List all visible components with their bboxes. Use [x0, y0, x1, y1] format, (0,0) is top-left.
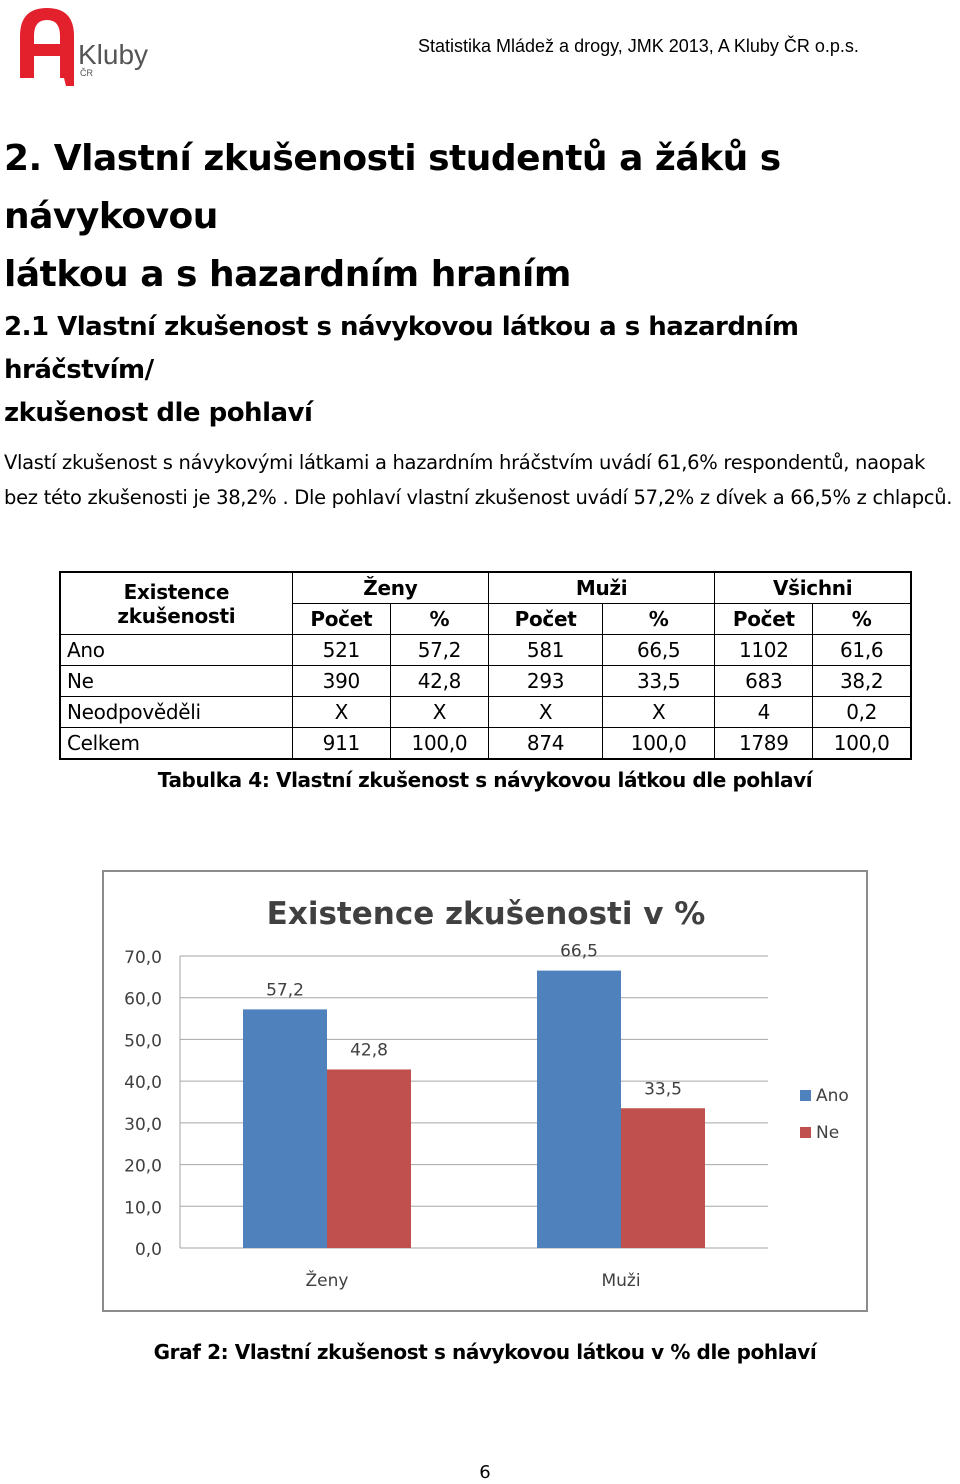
table-group-header: Ženy: [292, 572, 488, 604]
chapter-heading-line1: 2. Vlastní zkušenosti studentů a žáků s návykovou: [4, 138, 781, 237]
y-tick-label: 60,0: [124, 989, 162, 1010]
legend-label: Ano: [816, 1086, 849, 1106]
data-table: [59, 571, 912, 760]
bar-ano-0: [243, 1009, 327, 1248]
legend-swatch-ne: [800, 1127, 811, 1138]
chart-title: Existence zkušenosti v %: [266, 896, 706, 932]
bar-data-label: 42,8: [350, 1040, 388, 1061]
table-cell: 4: [715, 697, 813, 728]
table-subheader: Počet: [715, 604, 813, 635]
table-row-label: Ano: [60, 635, 292, 666]
table-row-label: Ne: [60, 666, 292, 697]
table-cell: 38,2: [813, 666, 911, 697]
table-group-header: Muži: [488, 572, 714, 604]
table-cell: X: [390, 697, 488, 728]
table-cell: 61,6: [813, 635, 911, 666]
table-caption: Tabulka 4: Vlastní zkušenost s návykovou látkou dle pohlaví: [157, 768, 813, 792]
table-cell: 66,5: [603, 635, 715, 666]
table-cell: 521: [292, 635, 390, 666]
legend-label: Ne: [816, 1123, 840, 1143]
table-cell: 581: [488, 635, 602, 666]
table-row: [60, 697, 911, 728]
table-row-label: Neodpověděli: [60, 697, 292, 728]
y-tick-label: 30,0: [124, 1114, 162, 1135]
table-row: [60, 635, 911, 666]
x-tick-label: Muži: [601, 1271, 641, 1291]
table-row: [60, 728, 911, 760]
chapter-heading: [4, 130, 944, 304]
table-subheader: %: [813, 604, 911, 635]
bar-chart: [102, 870, 868, 1312]
body-paragraph: Vlastí zkušenost s návykovými látkami a hazardním hráčstvím uvádí 61,6% respondentů, naopak bez této zkušenosti je 38,2% . Dle pohlaví vlastní zkušenost uvádí 57,2% z dívek a 66,5% z chlapců.: [4, 451, 953, 509]
header-title: Statistika Mládež a drogy, JMK 2013, A Kluby ČR o.p.s.: [418, 36, 859, 56]
bar-data-label: 57,2: [266, 980, 304, 1001]
y-tick-label: 50,0: [124, 1031, 162, 1052]
table-cell: 390: [292, 666, 390, 697]
table-corner-header: Existence zkušenosti: [60, 572, 292, 635]
chapter-heading-line2: látkou a s hazardním hraním: [4, 254, 571, 295]
table-subheader: %: [603, 604, 715, 635]
table-subheader: Počet: [292, 604, 390, 635]
y-tick-label: 20,0: [124, 1156, 162, 1177]
logo: [16, 6, 166, 88]
table-row-label: Celkem: [60, 728, 292, 760]
logo-graphic: [16, 6, 166, 88]
section-heading: [4, 306, 944, 435]
table-cell: 683: [715, 666, 813, 697]
table-cell: 0,2: [813, 697, 911, 728]
table-cell: 1789: [715, 728, 813, 760]
chart-canvas: [104, 872, 866, 1310]
table-cell: 100,0: [390, 728, 488, 760]
table-cell: 42,8: [390, 666, 488, 697]
y-tick-label: 10,0: [124, 1198, 162, 1219]
legend-swatch-ano: [800, 1090, 811, 1101]
table-subheader: Počet: [488, 604, 602, 635]
y-tick-label: 40,0: [124, 1073, 162, 1094]
bar-ne-1: [621, 1108, 705, 1248]
bar-data-label: 33,5: [644, 1079, 682, 1100]
table-cell: 100,0: [813, 728, 911, 760]
table-cell: 33,5: [603, 666, 715, 697]
chart-caption: Graf 2: Vlastní zkušenost s návykovou látkou v % dle pohlaví: [153, 1340, 817, 1364]
bar-ne-0: [327, 1069, 411, 1248]
page-number: 6: [479, 1462, 491, 1483]
table-group-header: Všichni: [715, 572, 911, 604]
logo-text: Kluby: [78, 39, 149, 70]
table-cell: 293: [488, 666, 602, 697]
table-row: [60, 666, 911, 697]
y-tick-label: 0,0: [134, 1240, 162, 1260]
table-cell: X: [603, 697, 715, 728]
table-header-row: [60, 572, 911, 604]
table-cell: 57,2: [390, 635, 488, 666]
x-tick-label: Ženy: [305, 1271, 349, 1291]
table-cell: 874: [488, 728, 602, 760]
section-heading-line1: 2.1 Vlastní zkušenost s návykovou látkou a s hazardním hráčstvím/: [4, 312, 799, 385]
y-tick-label: 70,0: [124, 948, 162, 968]
logo-subtext: ČR: [80, 68, 93, 78]
table-subheader: %: [390, 604, 488, 635]
table-cell: X: [488, 697, 602, 728]
table-cell: 911: [292, 728, 390, 760]
bar-data-label: 66,5: [560, 941, 598, 962]
bar-ano-1: [537, 971, 621, 1248]
table-cell: X: [292, 697, 390, 728]
table-cell: 100,0: [603, 728, 715, 760]
table-cell: 1102: [715, 635, 813, 666]
section-heading-line2: zkušenost dle pohlaví: [4, 398, 313, 428]
